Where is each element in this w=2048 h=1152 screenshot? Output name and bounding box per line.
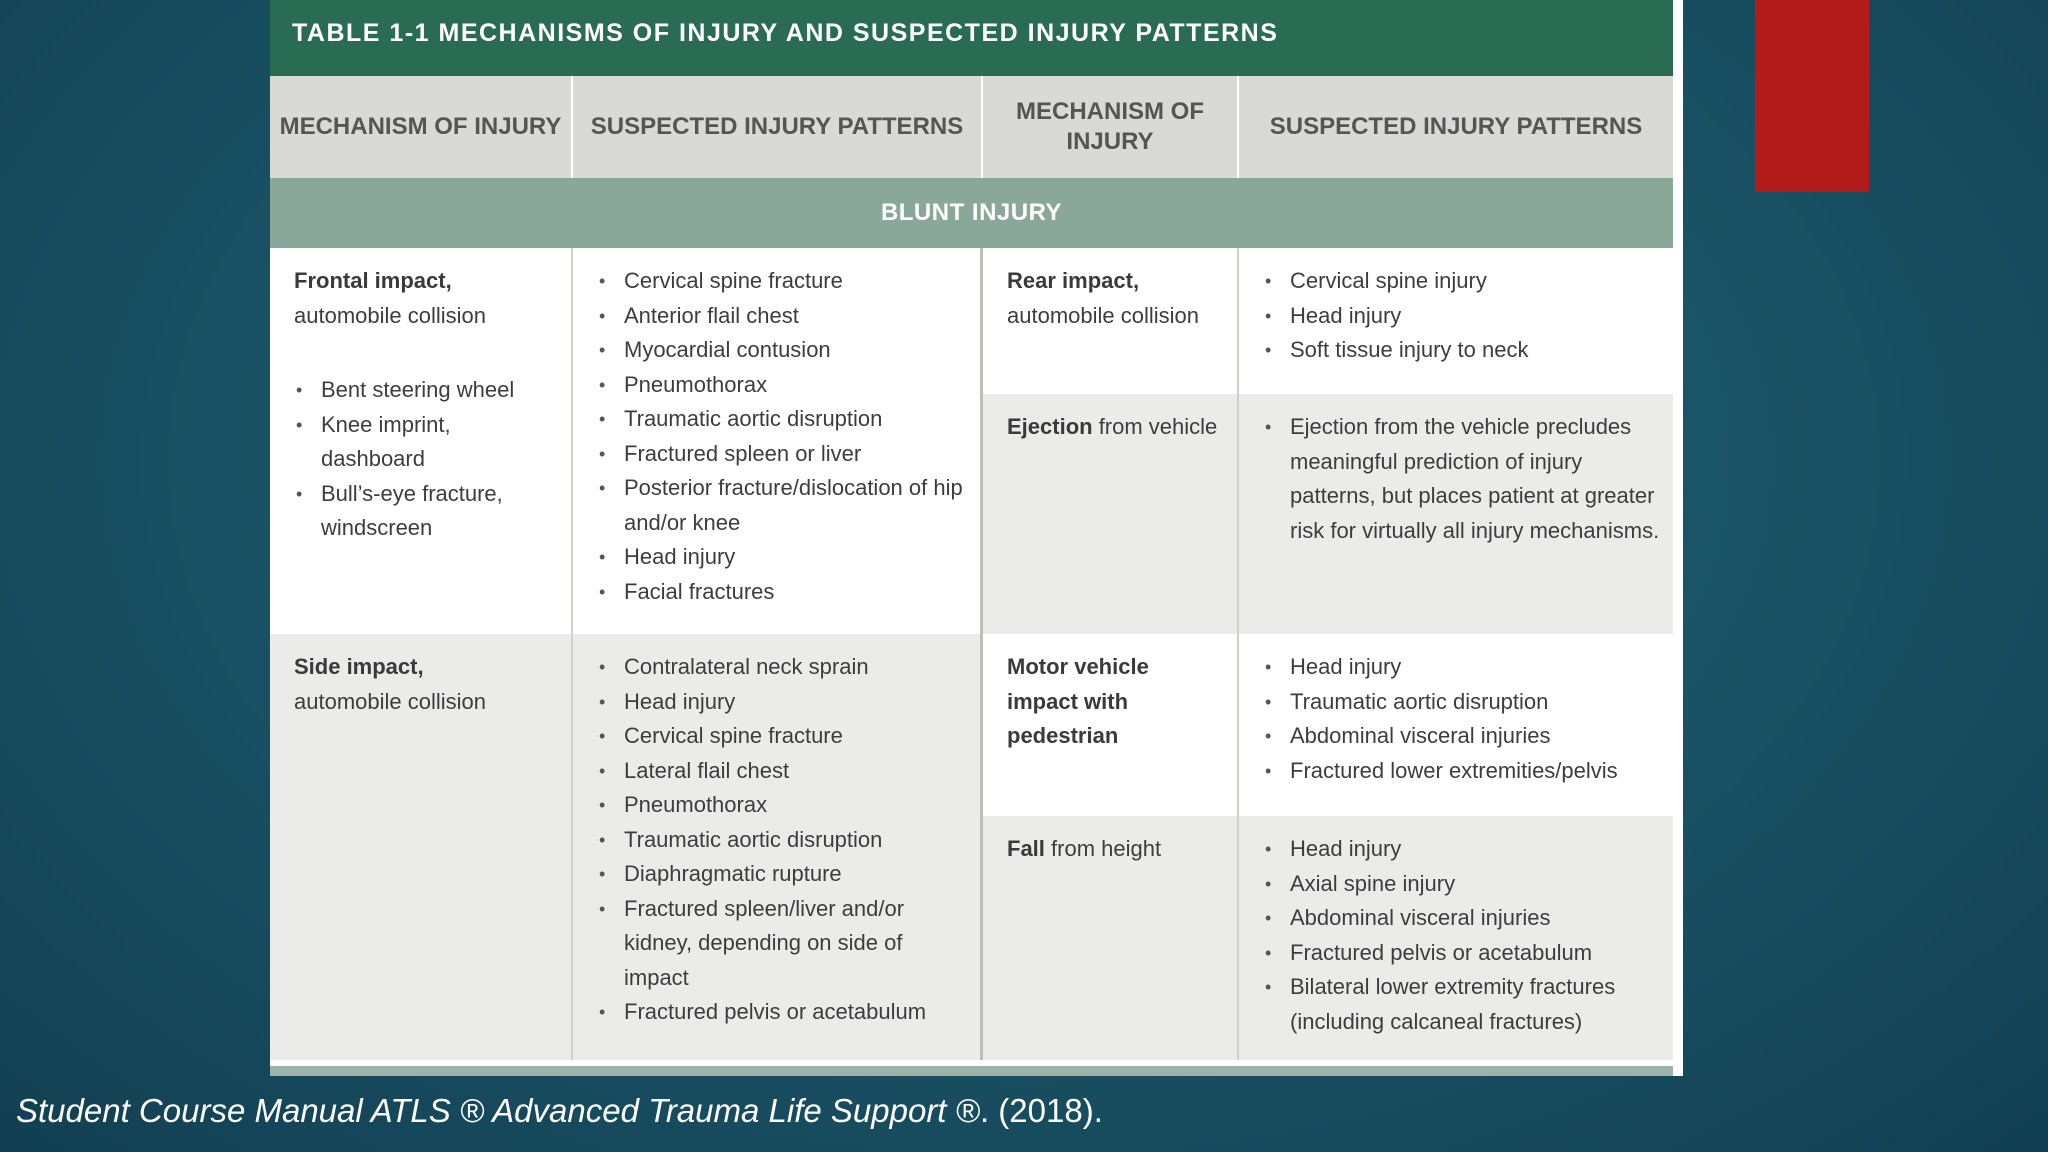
frontal-signs-list	[294, 373, 559, 546]
header-mechanism-2: MECHANISM OF INJURY	[983, 76, 1239, 178]
header-patterns-1: SUSPECTED INJURY PATTERNS	[573, 76, 983, 178]
source-caption: Student Course Manual ATLS ® Advanced Trauma Life Support ®. (2018).	[16, 1092, 1103, 1129]
rear-injuries	[1239, 248, 1673, 394]
list-item: • Fractured pelvis or acetabulum	[597, 995, 970, 1030]
frontal-injuries	[573, 248, 983, 634]
list-item: • Abdominal visceral injuries	[1263, 901, 1663, 936]
list-item: • Ejection from the vehicle precludes meaningful prediction of injury patterns, but places patient at greater risk for virtually all injury mechanisms.	[1263, 410, 1663, 548]
header-patterns-2: SUSPECTED INJURY PATTERNS	[1239, 76, 1673, 178]
list-item: • Bilateral lower extremity fractures (including calcaneal fractures)	[1263, 970, 1663, 1039]
list-item: • Head injury	[1263, 832, 1663, 867]
fall-injuries	[1239, 816, 1673, 1060]
list-item: • Fractured spleen or liver	[597, 437, 970, 472]
list-item: • Abdominal visceral injuries	[1263, 719, 1663, 754]
list-item: • Soft tissue injury to neck	[1263, 333, 1663, 368]
ejection-injuries	[1239, 394, 1673, 634]
frontal-injuries-list	[597, 264, 970, 609]
ejection-mechanism: Ejection from vehicle	[983, 394, 1239, 634]
rear-injuries-list	[1263, 264, 1663, 368]
list-item: • Traumatic aortic disruption	[597, 823, 970, 858]
side-injuries	[573, 634, 983, 1060]
fall-injuries-list	[1263, 832, 1663, 1039]
list-item: • Bull’s-eye fracture, windscreen	[294, 477, 559, 546]
list-item: • Head injury	[1263, 299, 1663, 334]
list-item: • Anterior flail chest	[597, 299, 970, 334]
list-item: • Traumatic aortic disruption	[1263, 685, 1663, 720]
list-item: • Head injury	[597, 540, 970, 575]
side-mechanism: Side impact, automobile collision	[270, 634, 573, 1060]
frontal-mechanism-title: Frontal impact, automobile collision	[294, 268, 486, 328]
section-blunt-injury: BLUNT INJURY	[270, 178, 1673, 248]
table-grid	[270, 76, 1673, 1066]
ejection-injuries-list	[1263, 410, 1663, 548]
list-item: • Traumatic aortic disruption	[597, 402, 970, 437]
list-item: • Contralateral neck sprain	[597, 650, 970, 685]
table-title: TABLE 1-1 MECHANISMS OF INJURY AND SUSPECTED INJURY PATTERNS	[270, 0, 1673, 76]
list-item: • Lateral flail chest	[597, 754, 970, 789]
list-item: • Fractured pelvis or acetabulum	[1263, 936, 1663, 971]
list-item: • Bent steering wheel	[294, 373, 559, 408]
list-item: • Fractured spleen/liver and/or kidney, depending on side of impact	[597, 892, 970, 996]
list-item: • Knee imprint, dashboard	[294, 408, 559, 477]
list-item: • Axial spine injury	[1263, 867, 1663, 902]
fall-mechanism: Fall from height	[983, 816, 1239, 1060]
table-footer-strip	[270, 1066, 1673, 1076]
list-item: • Cervical spine injury	[1263, 264, 1663, 299]
list-item: • Cervical spine fracture	[597, 719, 970, 754]
list-item: • Fractured lower extremities/pelvis	[1263, 754, 1663, 789]
side-injuries-list	[597, 650, 970, 1030]
header-mechanism-1: MECHANISM OF INJURY	[270, 76, 573, 178]
accent-block	[1755, 0, 1869, 192]
list-item: • Facial fractures	[597, 575, 970, 610]
frontal-mechanism	[270, 248, 573, 634]
pedestrian-injuries	[1239, 634, 1673, 816]
list-item: • Head injury	[597, 685, 970, 720]
pedestrian-injuries-list	[1263, 650, 1663, 788]
list-item: • Cervical spine fracture	[597, 264, 970, 299]
rear-mechanism: Rear impact, automobile collision	[983, 248, 1239, 394]
list-item: • Diaphragmatic rupture	[597, 857, 970, 892]
list-item: • Head injury	[1263, 650, 1663, 685]
list-item: • Myocardial contusion	[597, 333, 970, 368]
pedestrian-mechanism: Motor vehicle impact with pedestrian	[983, 634, 1239, 816]
list-item: • Posterior fracture/dislocation of hip and/or knee	[597, 471, 970, 540]
injury-table	[270, 0, 1683, 1076]
list-item: • Pneumothorax	[597, 788, 970, 823]
list-item: • Pneumothorax	[597, 368, 970, 403]
